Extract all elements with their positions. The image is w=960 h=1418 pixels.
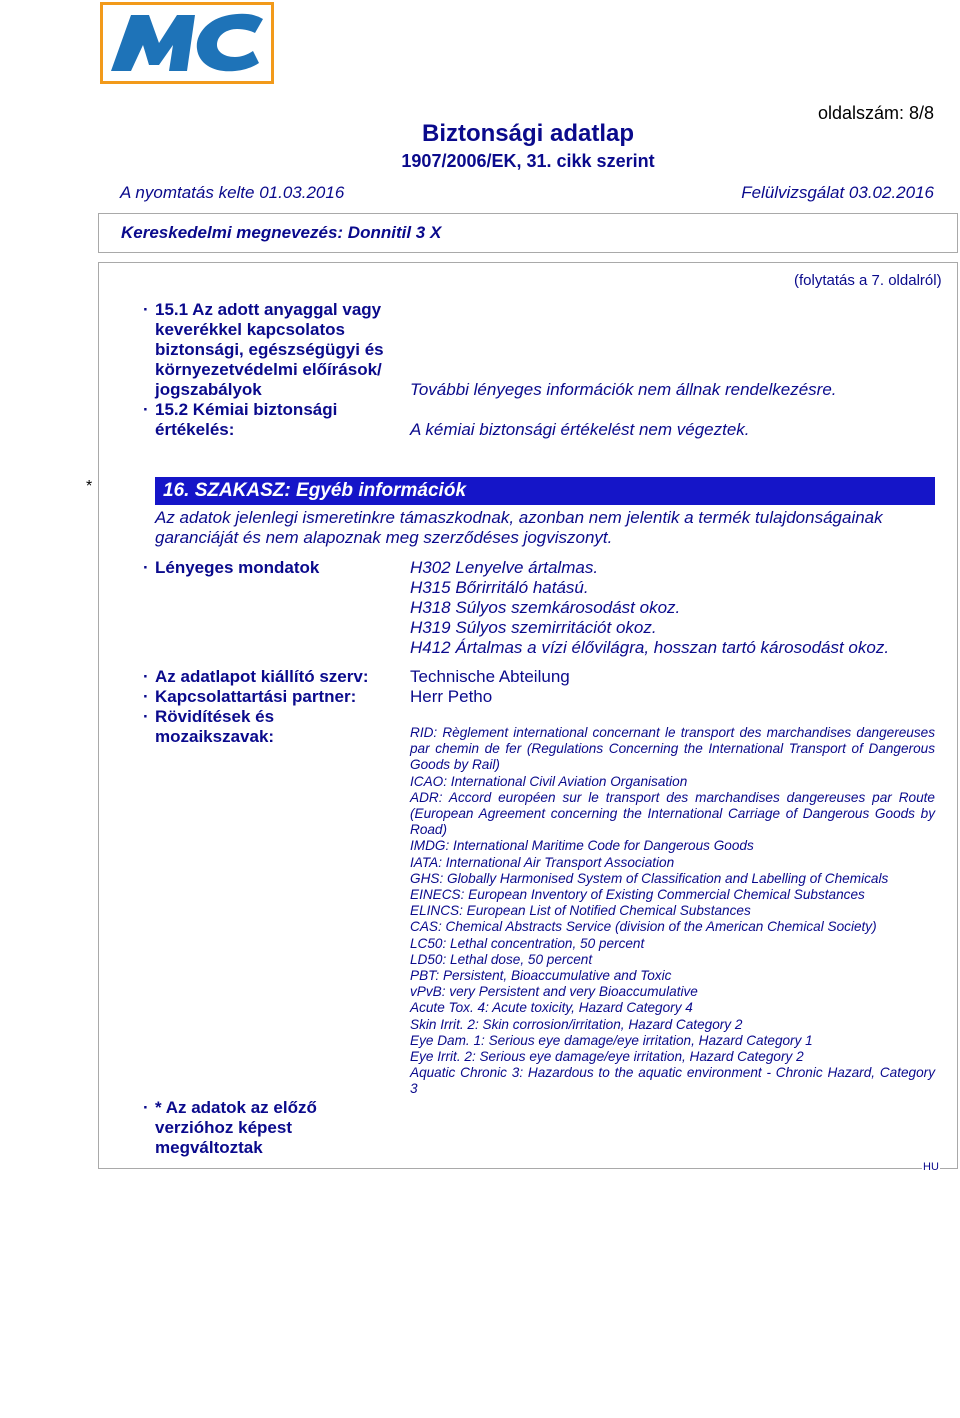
abbreviation-item: Eye Irrit. 2: Serious eye damage/eye irritation, Hazard Category 2	[410, 1049, 804, 1065]
hazard-phrase: H412 Ártalmas a vízi élővilágra, hosszan tartó károsodást okoz.	[410, 638, 890, 657]
regulations-value: További lényeges információk nem állnak rendelkezésre.	[410, 380, 837, 399]
abbreviations-list	[410, 725, 935, 1098]
abbreviation-item: LD50: Lethal dose, 50 percent	[410, 951, 593, 967]
abbreviation-item: EINECS: European Inventory of Existing Commercial Chemical Substances	[410, 887, 865, 903]
hazard-phrase: H319 Súlyos szemirritációt okoz.	[410, 618, 657, 637]
label-line: * Az adatok az előző	[155, 1098, 317, 1117]
chemical-safety-label: · 15.2 Kémiai biztonsági értékelés:	[155, 400, 405, 440]
label-text: Lényeges mondatok	[155, 558, 320, 577]
abbreviation-item: Eye Dam. 1: Serious eye damage/eye irritation, Hazard Category 1	[410, 1032, 813, 1048]
contact-value: Herr Petho	[410, 687, 493, 706]
abbreviations-label: · Rövidítések és mozaikszavak:	[143, 707, 275, 746]
issuer-label: · Az adatlapot kiállító szerv:	[143, 667, 369, 686]
label-text: Kapcsolattartási partner:	[155, 687, 357, 706]
phrases-label: · Lényeges mondatok	[143, 558, 320, 577]
chemical-safety-value: A kémiai biztonsági értékelést nem végeztek.	[410, 420, 750, 439]
label-line: értékelés:	[155, 420, 235, 439]
continued-note: (folytatás a 7. oldalról)	[794, 272, 942, 289]
trade-name-box	[98, 213, 958, 253]
regulations-label: · 15.1 Az adott anyaggal vagy keverékkel kapcsolatos biztonsági, egészségügyi és környezetvédelmi előírások/ jogszabályok	[155, 300, 405, 400]
contact-label: · Kapcsolattartási partner:	[143, 687, 357, 706]
abbreviation-item: Aquatic Chronic 3: Hazardous to the aquatic environment - Chronic Hazard, Category 3	[410, 1065, 935, 1097]
label-line: mozaikszavak:	[155, 727, 275, 746]
hazard-phrase: H315 Bőrirritáló hatású.	[410, 578, 589, 597]
review-date: Felülvizsgálat 03.02.2016	[741, 183, 934, 202]
company-logo	[100, 2, 274, 84]
document-subtitle: 1907/2006/EK, 31. cikk szerint	[401, 151, 655, 171]
mc-logo-graphic	[103, 5, 271, 81]
label-text: Az adatlapot kiállító szerv:	[155, 667, 369, 686]
label-line: verzióhoz képest	[155, 1118, 292, 1137]
abbreviation-item: Skin Irrit. 2: Skin corrosion/irritation, Hazard Category 2	[410, 1016, 743, 1032]
abbreviation-item: CAS: Chemical Abstracts Service (division of the American Chemical Society)	[410, 919, 877, 935]
label-line: biztonsági, egészségügyi és	[155, 340, 384, 359]
abbreviation-item: ADR: Accord européen sur le transport des marchandises dangereuses par Route (European Agreement concerning the International Carriage of Dangerous Goods by Road)	[410, 789, 935, 838]
abbreviation-item: vPvB: very Persistent and very Bioaccumulative	[410, 984, 698, 1000]
print-date: A nyomtatás kelte 01.03.2016	[120, 183, 345, 202]
trade-name: Kereskedelmi megnevezés: Donnitil 3 X	[121, 223, 442, 242]
page-number: oldalszám: 8/8	[817, 103, 934, 123]
abbreviation-item: ELINCS: European List of Notified Chemical Substances	[410, 903, 751, 919]
abbreviation-item: Acute Tox. 4: Acute toxicity, Hazard Category 4	[410, 1000, 693, 1016]
abbreviation-item: IATA: International Air Transport Association	[410, 854, 675, 870]
label-line: jogszabályok	[155, 380, 262, 399]
hazard-phrase: H318 Súlyos szemkárosodást okoz.	[410, 598, 681, 617]
change-mark: *	[86, 478, 93, 495]
document-title: Biztonsági adatlap	[421, 120, 635, 147]
hazard-phrase: H302 Lenyelve ártalmas.	[410, 558, 599, 577]
label-line: megváltoztak	[155, 1138, 263, 1157]
abbreviation-item: ICAO: International Civil Aviation Organisation	[410, 773, 688, 789]
section-16-title: 16. SZAKASZ: Egyéb információk	[163, 480, 467, 501]
label-line: keverékkel kapcsolatos	[155, 320, 345, 339]
hazard-phrases-list	[410, 558, 935, 658]
changed-data-label: · * Az adatok az előző verzióhoz képest megváltoztak	[155, 1098, 395, 1158]
label-line: környezetvédelmi előírások/	[155, 360, 382, 379]
abbreviation-item: RID: Règlement international concernant le transport des marchandises dangereuses par chemin de fer (Regulations Concerning the International Transport of Dangerous Goods by Rail)	[410, 725, 935, 773]
abbreviation-item: GHS: Globally Harmonised System of Classification and Labelling of Chemicals	[410, 870, 889, 886]
language-code: HU	[923, 1161, 939, 1173]
label-line: Rövidítések és	[155, 707, 275, 726]
abbreviation-item: IMDG: International Maritime Code for Dangerous Goods	[410, 838, 754, 854]
section-16-header	[155, 477, 935, 505]
label-line: 15.2 Kémiai biztonsági	[155, 400, 338, 419]
section-16-intro: Az adatok jelenlegi ismeretinkre támaszkodnak, azonban nem jelentik a termék tulajdonságainak garanciáját és nem alapoznak meg szerződéses jogviszonyt.	[155, 508, 883, 547]
issuer-value: Technische Abteilung	[410, 667, 570, 686]
abbreviation-item: PBT: Persistent, Bioaccumulative and Toxic	[410, 968, 672, 984]
label-line: 15.1 Az adott anyaggal vagy	[155, 300, 382, 319]
abbreviation-item: LC50: Lethal concentration, 50 percent	[410, 935, 645, 951]
